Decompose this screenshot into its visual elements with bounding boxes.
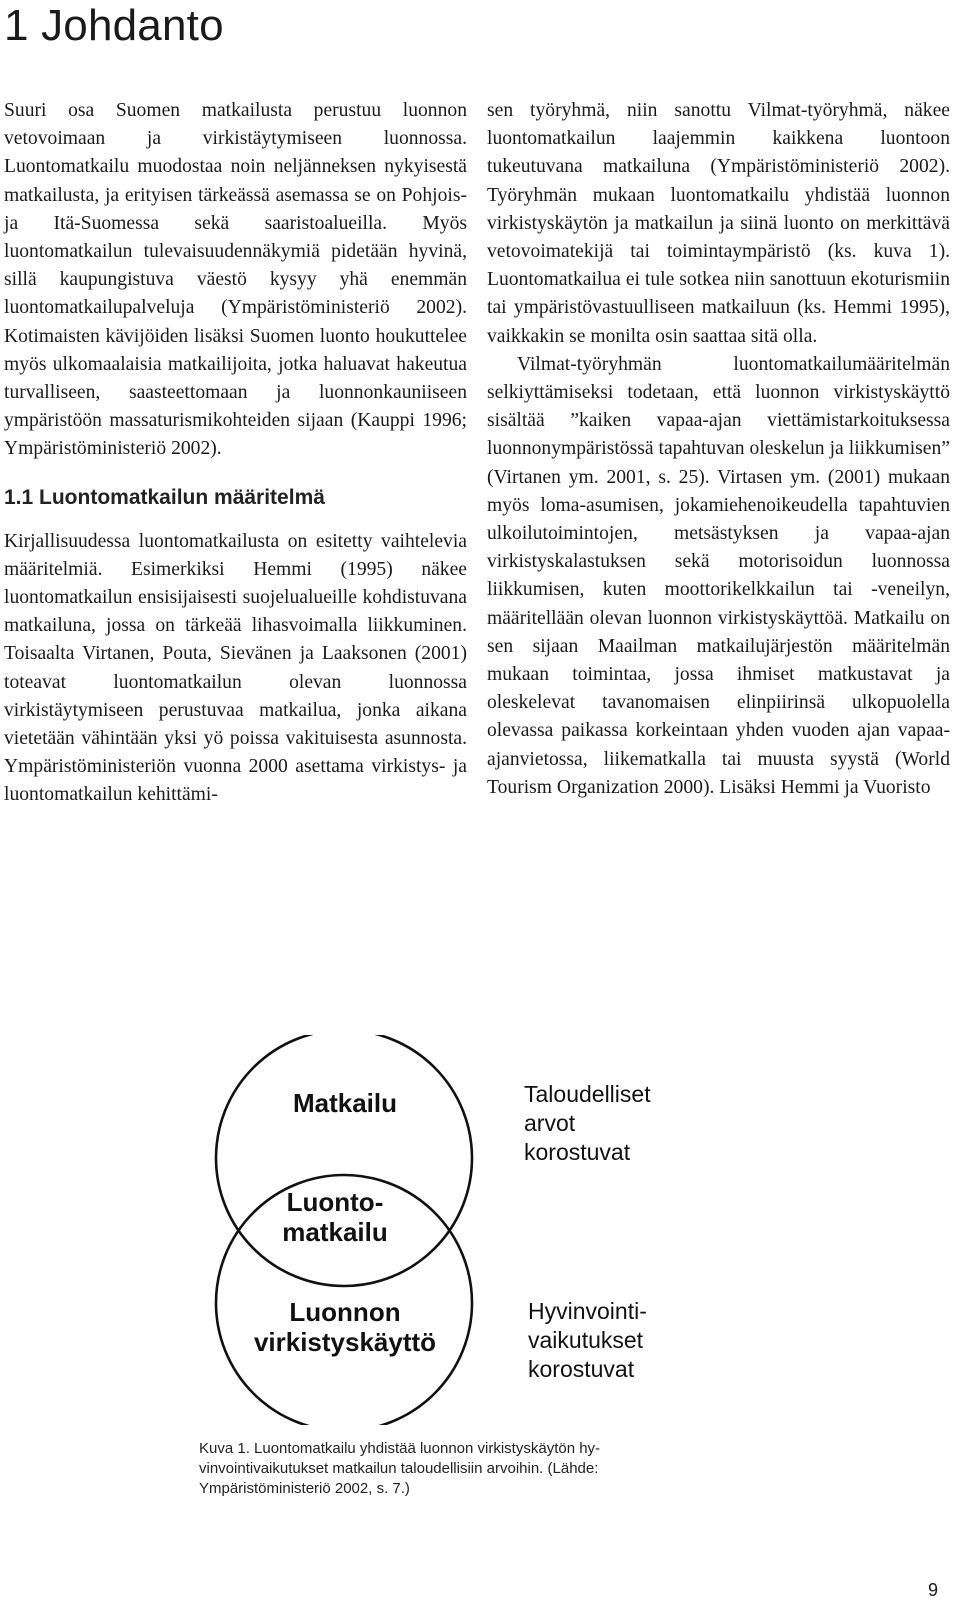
caption-line-1: Kuva 1. Luontomatkailu yhdistää luonnon virkistyskäytön hy- — [199, 1440, 601, 1457]
note-top-line-2: arvot — [524, 1110, 576, 1136]
section-heading: 1.1 Luontomatkailun määritelmä — [4, 485, 325, 509]
note-taloudelliset-arvot — [524, 1080, 651, 1167]
note-bottom-line-2: vaikutukset — [528, 1327, 644, 1353]
note-top-line-3: korostuvat — [524, 1139, 631, 1165]
note-bottom-line-3: korostuvat — [528, 1356, 635, 1382]
page-number: 9 — [927, 1580, 938, 1600]
chapter-title: 1 Johdanto — [4, 1, 224, 50]
right-paragraph-2: Vilmat-työryhmän luontomatkailumääritelmän selkiyttämiseksi todetaan, että luonnon virkistyskäyttö sisältää ”kaiken vapaa-ajan viettämistarkoituksessa luonnonympäristössä tapahtuvan oleskelun ja liikkumisen” (Virtanen ym. 2001, s. 25). Virtasen ym. (2001) mukaan myös loma-asumisen, jokamiehenoikeudella tapahtuvien ulkoilutoimintojen, metsästyksen ja vapaa-ajan virkistyskalastuksen sekä motorisoidun luonnossa liikkumisen, kuten moottorikelkkailun tai -veneilyn, määritellään olevan luonnon virkistyskäyttöä. Matkailu on sen sijaan Maailman matkailujärjestön määritelmän mukaan toimintaa, jossa ihmiset matkustavat ja oleskelevat tavanomaisen elinpiirinsä ulkopuolella olevassa paikassa korkeintaan yhden vuoden ajan vapaa-ajanvietossa, liikematkalla tai muusta syystä (World Tourism Organization 2000). Lisäksi Hemmi ja Vuoristo — [487, 353, 950, 798]
label-matkailu: Matkailu — [292, 1088, 398, 1118]
caption-line-2: vinvointivaikutukset matkailun taloudellisiin arvoihin. (Lähde: — [199, 1460, 599, 1477]
left-paragraph-1: Suuri osa Suomen matkailusta perustuu luonnon vetovoimaan ja virkistäytymiseen luonnossa. Luontomatkailu muodostaa noin neljänneksen nykyisestä matkailusta, ja erityisen tärkeässä asemassa se on Pohjois- ja Itä-Suomessa sekä saaristoalueilla. Myös luontomatkailun tulevaisuudennäkymiä pidetään hyvinä, sillä kaupungistuva väestö kysyy yhä enemmän luontomatkailupalveluja (Ympäristöministeriö 2002). Kotimaisten kävijöiden lisäksi Suomen luonto houkuttelee myös ulkomaalaisia matkailijoita, jotka haluavat hakeutua turvalliseen, saasteettomaan ja luonnonkauniiseen ympäristöön massaturismikohteiden sijaan (Kauppi 1996; Ympäristöministeriö 2002). — [4, 100, 467, 460]
venn-figure — [195, 1035, 715, 1425]
caption-line-3: Ympäristöministeriö 2002, s. 7.) — [199, 1480, 410, 1497]
note-bottom-line-1: Hyvinvointi- — [528, 1298, 647, 1324]
right-column — [487, 97, 950, 802]
figure-caption — [199, 1439, 719, 1499]
label-luontomatkailu — [255, 1187, 415, 1247]
left-paragraph-2: Kirjallisuudessa luontomatkailusta on esitetty vaihtelevia määritelmiä. Esimerkiksi Hemmi (1995) näkee luontomatkailun ensisijaisesti suojelualueille kohdistuvana matkailuna, jossa on tärkeää lihasvoimalla liikkuminen. Toisaalta Virtanen, Pouta, Sievänen ja Laaksonen (2001) toteavat luontomatkailun olevan luonnossa virkistäytymiseen perustuvaa matkailua, jonka aikana vietetään vähintään yksi yö poissa vakituisesta asunnosta. Ympäristöministeriön vuonna 2000 asettama virkistys- ja luontomatkailun kehittämi- — [4, 530, 467, 806]
note-top-line-1: Taloudelliset — [524, 1081, 651, 1107]
note-hyvinvointivaikutukset — [528, 1297, 647, 1384]
label-virkistyskaytto-line-1: Luonnon — [289, 1297, 401, 1327]
right-paragraph-1: sen työryhmä, niin sanottu Vilmat-työryhmä, näkee luontomatkailun laajemmin kaikkena luontoon tukeutuvana matkailuna (Ympäristöministeriö 2002). Työryhmän mukaan luontomatkailu yhdistää luonnon virkistyskäytön ja matkailun ja siinä luonto on merkittävä vetovoimatekijä tai toimintaympäristö (ks. kuva 1). Luontomatkailua ei tule sotkea niin sanottuun ekoturismiin tai ympäristövastuulliseen matkailuun (ks. Hemmi 1995), vaikkakin se monilta osin saattaa sitä olla. — [487, 100, 950, 347]
label-virkistyskaytto — [235, 1297, 455, 1357]
label-luontomatkailu-line-1: Luonto- — [286, 1187, 384, 1217]
matkailu-circle — [216, 1035, 472, 1286]
label-luontomatkailu-line-2: matkailu — [282, 1217, 388, 1247]
left-column — [4, 97, 467, 810]
label-virkistyskaytto-line-2: virkistyskäyttö — [253, 1327, 437, 1357]
